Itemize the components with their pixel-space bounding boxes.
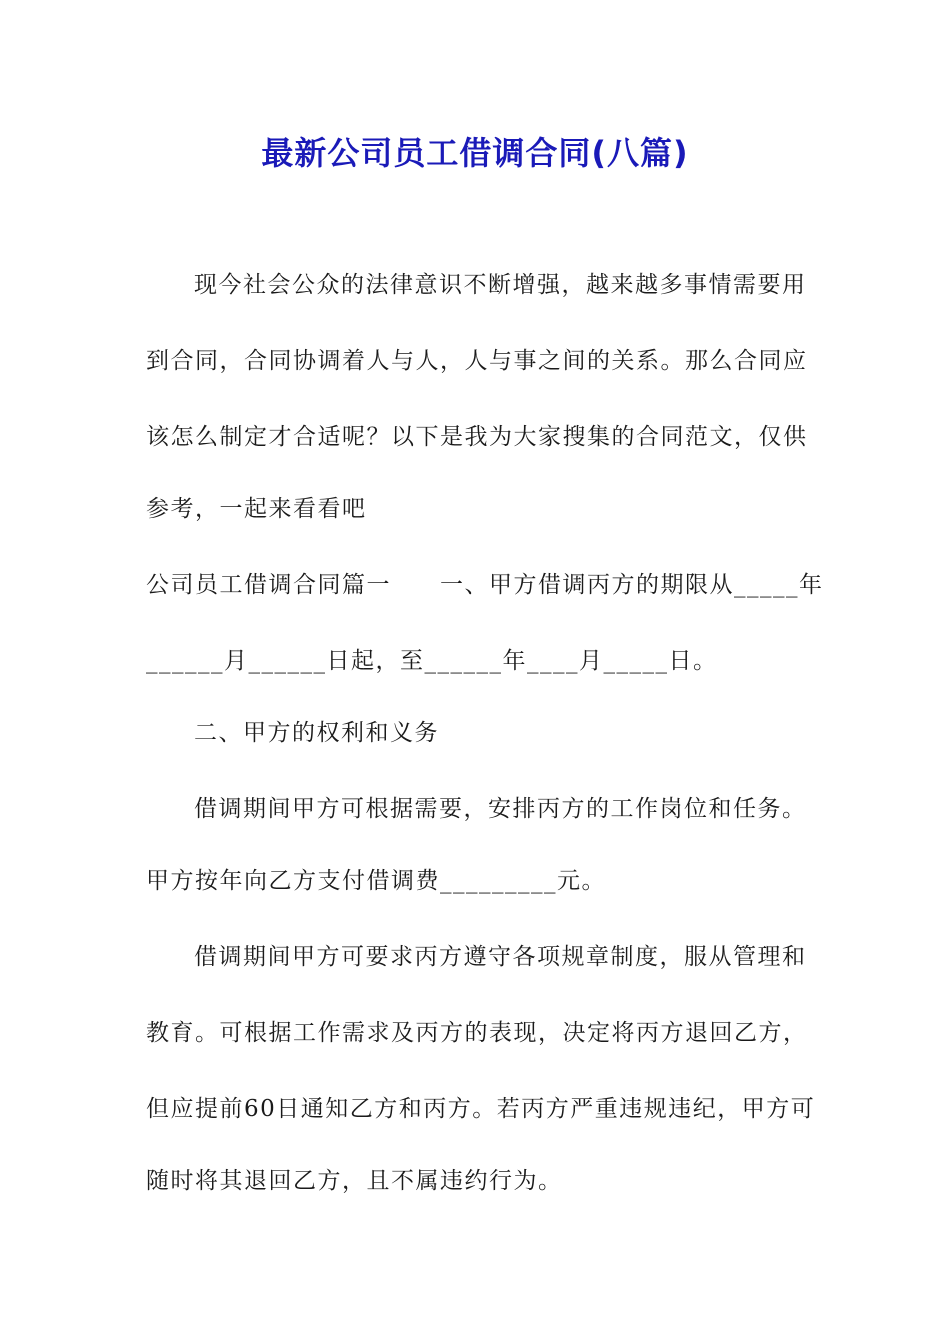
paragraph-line: 但应提前60日通知乙方和丙方。若丙方严重违规违纪，甲方可 <box>146 1096 816 1122</box>
paragraph-line: 借调期间甲方可根据需要，安排丙方的工作岗位和任务。 <box>194 796 807 822</box>
paragraph-line: 教育。可根据工作需求及丙方的表现，决定将丙方退回乙方， <box>146 1020 808 1046</box>
paragraph-line: 甲方按年向乙方支付借调费_________元。 <box>146 868 606 894</box>
paragraph-line: 借调期间甲方可要求丙方遵守各项规章制度，服从管理和 <box>194 944 807 970</box>
paragraph-line: ______月______日起，至______年____月_____日。 <box>146 648 718 674</box>
paragraph-line: 现今社会公众的法律意识不断增强，越来越多事情需要用 <box>194 272 807 298</box>
paragraph-line: 到合同，合同协调着人与人，人与事之间的关系。那么合同应 <box>146 348 808 374</box>
paragraph-line: 参考，一起来看看吧 <box>146 496 367 522</box>
paragraph-line: 公司员工借调合同篇一 一、甲方借调丙方的期限从_____年 <box>146 572 824 598</box>
paragraph-line: 该怎么制定才合适呢？以下是我为大家搜集的合同范文，仅供 <box>146 424 808 450</box>
section-heading: 二、甲方的权利和义务 <box>194 720 439 746</box>
document-title: 最新公司员工借调合同(八篇) <box>261 134 689 172</box>
paragraph-line: 随时将其退回乙方，且不属违约行为。 <box>146 1168 563 1194</box>
